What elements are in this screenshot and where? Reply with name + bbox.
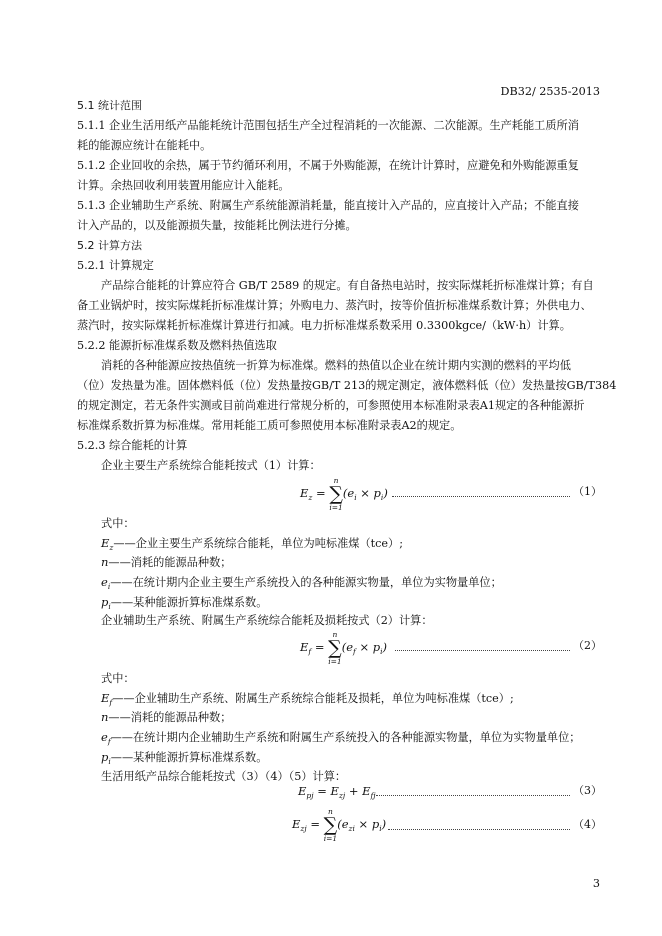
equation-4: $E_{zj}$ = n ∑ i=1 $(e_{zi} \times p_i)$ — [292, 807, 387, 843]
equation-1-number: （1） — [573, 485, 602, 498]
definition-n-2: n——消耗的能源品种数； — [101, 710, 232, 724]
equation-3-leader — [376, 795, 570, 796]
equation-2-intro: 企业辅助生产系统、附属生产系统综合能耗及损耗按式（2）计算： — [101, 614, 433, 627]
clause-5-1-2-line1: 5.1.2 企业回收的余热，属于节约循环利用，不属于外购能源，在统计计算时，应避免和外购能源重复 — [77, 159, 579, 172]
equation-3: $E_{pj} = E_{zj} + E_{fj}$ — [298, 784, 376, 800]
definition-n-1: n——消耗的能源品种数； — [101, 555, 232, 569]
definition-ei: $e_i——$在统计期内企业主要生产系统投入的各种能源实物量，单位为实物量单位； — [101, 575, 502, 591]
clause-5-2-2-line2: （位）发热量为准。固体燃料低（位）发热量按GB/T 213的规定测定，液体燃料低（位）发热量按GB/T384 — [77, 379, 617, 392]
equation-4-number: （4） — [573, 818, 602, 831]
equation-2-leader — [395, 650, 570, 651]
clause-5-2-1-line3: 蒸汽时，按实际煤耗折标准煤计算进行扣减。电力折标准煤系数采用 0.3300kgce/（kW·h）计算。 — [77, 319, 571, 332]
where-label-2: 式中： — [101, 672, 135, 685]
clause-5-2-1-line1: 产品综合能耗的计算应符合 GB/T 2589 的规定。有自备热电站时，按实际煤耗折标准煤计算；有自 — [101, 279, 594, 292]
equation-2-number: （2） — [573, 639, 602, 652]
page-number: 3 — [592, 877, 600, 890]
equation-1-leader — [392, 496, 570, 497]
section-5-1-heading: 5.1 统计范围 — [77, 99, 142, 112]
clause-5-1-3-line2: 计入产品的，以及能源损失量，按能耗比例法进行分摊。 — [77, 219, 357, 232]
equation-4-leader — [388, 829, 570, 830]
definition-ef-lower: $e_f——$在统计期内企业辅助生产系统和附属生产系统投入的各种能源实物量，单位为实物量单位； — [101, 730, 581, 746]
definition-ez: $E_z——$企业主要生产系统综合能耗，单位为吨标准煤（tce）; — [101, 536, 404, 552]
clause-5-1-1-line2: 耗的能源应统计在能耗中。 — [77, 139, 212, 152]
clause-5-1-1-line1: 5.1.1 企业生活用纸产品能耗统计范围包括生产全过程消耗的一次能源、二次能源。生产耗能工质所消 — [77, 119, 579, 132]
clause-5-2-2-line3: 的规定测定，若无条件实测或目前尚难进行常规分析的，可参照使用本标准附录表A1规定的各种能源折 — [77, 399, 585, 412]
where-label-1: 式中： — [101, 517, 135, 530]
clause-5-2-2-line4: 标准煤系数折算为标准煤。常用耗能工质可参照使用本标准附录表A2的规定。 — [77, 419, 462, 432]
clause-5-1-2-line2: 计算。余热回收利用装置用能应计入能耗。 — [77, 179, 290, 192]
equation-1: $E_z$ = n ∑ i=1 $(e_i \times p_i)$ — [300, 476, 388, 512]
equation-3-number: （3） — [573, 784, 602, 797]
section-5-2-heading: 5.2 计算方法 — [77, 239, 142, 252]
clause-5-2-2-heading: 5.2.2 能源折标准煤系数及燃料热值选取 — [77, 339, 277, 352]
definition-pi-2: $p_i——$某种能源折算标准煤系数。 — [101, 750, 268, 766]
clause-5-2-1-heading: 5.2.1 计算规定 — [77, 259, 154, 272]
clause-5-2-1-line2: 备工业锅炉时，按实际煤耗折标准煤计算；外购电力、蒸汽时，按等价值折标准煤系数计算；外供电力、 — [77, 299, 592, 312]
equation-1-intro: 企业主要生产系统综合能耗按式（1）计算： — [101, 459, 321, 472]
equation-2: $E_f$ = n ∑ i=1 $(e_f \times p_i)$ — [300, 630, 388, 666]
clause-5-2-2-line1: 消耗的各种能源应按热值统一折算为标准煤。燃料的热值以企业在统计期内实测的燃料的平均低 — [101, 359, 571, 372]
definition-pi-1: $p_i——$某种能源折算标准煤系数。 — [101, 595, 268, 611]
clause-5-2-3-heading: 5.2.3 综合能耗的计算 — [77, 439, 188, 452]
standard-number: DB32/ 2535-2013 — [500, 85, 600, 98]
definition-ef: $E_f——$企业辅助生产系统、附属生产系统综合能耗及损耗，单位为吨标准煤（tce）; — [101, 691, 514, 707]
equation-345-intro: 生活用纸产品综合能耗按式（3）（4）（5）计算： — [101, 770, 347, 783]
clause-5-1-3-line1: 5.1.3 企业辅助生产系统、附属生产系统能源消耗量，能直接计入产品的，应直接计入产品；不能直接 — [77, 199, 579, 212]
